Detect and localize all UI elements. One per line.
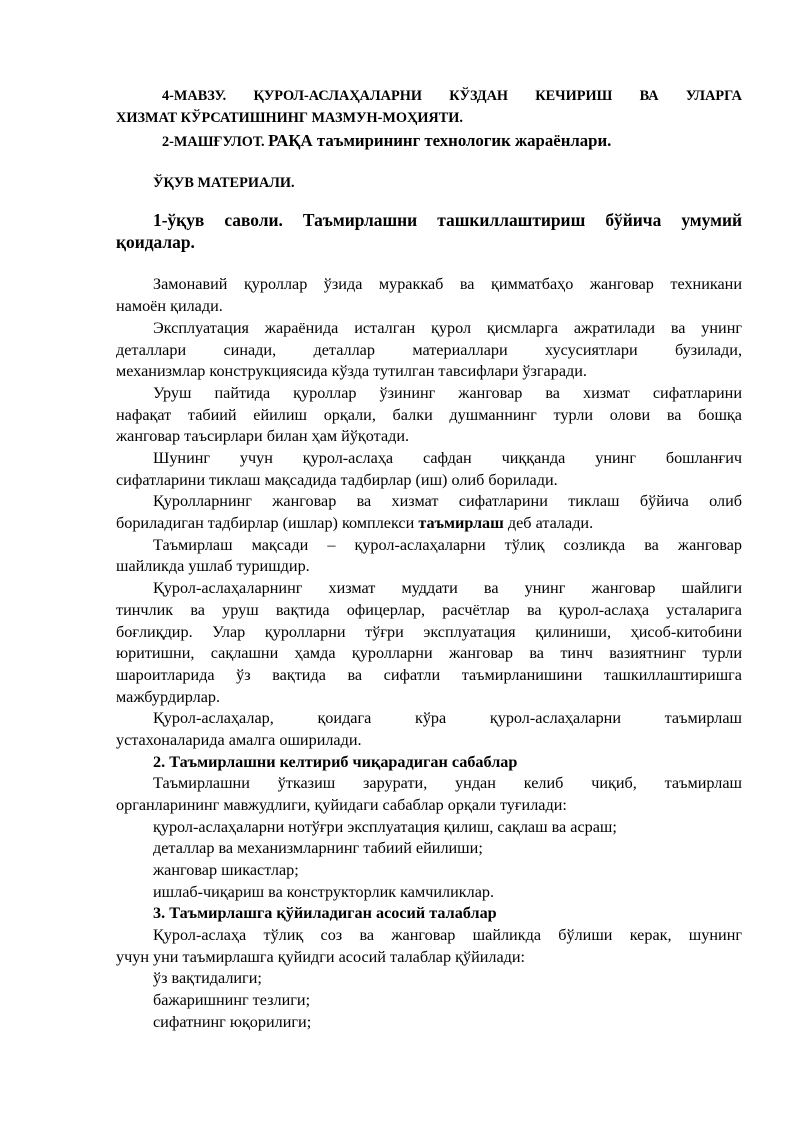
paragraph-line: Таъмирлашни ўтказиш зарурати, ундан келиб чиқиб, таъмирлаш bbox=[153, 774, 742, 792]
topic-title-line2: ХИЗМАТ КЎРСАТИШНИНГ МАЗМУН-МОҲИЯТИ. bbox=[116, 110, 463, 126]
list-item: деталлар ва механизмларнинг табиий ейилиши; bbox=[153, 839, 483, 857]
list-item: ўз вақтидалиги; bbox=[153, 969, 262, 987]
paragraph-line: Уруш пайтида қуроллар ўзининг жанговар ва хизмат сифатларини bbox=[153, 384, 742, 402]
paragraph-line: сифатларини тиклаш мақсадида тадбирлар (иш) олиб борилади. bbox=[116, 471, 558, 489]
paragraph-line: деталлари синади, деталлар материаллари хусусиятлари бузилади, bbox=[116, 341, 742, 359]
paragraph-line: Қурол-аслаҳаларнинг хизмат муддати ва унинг жанговар шайлиги bbox=[153, 579, 742, 597]
paragraph-line: органларининг мавжудлиги, қуйидаги сабаблар орқали туғилади: bbox=[116, 796, 567, 814]
paragraph-line: мажбурдирлар. bbox=[116, 688, 221, 706]
question1-line1: 1-ўқув саволи. Таъмирлашни ташкиллаштириш бўйича умумий bbox=[153, 210, 742, 230]
question1-line2: қоидалар. bbox=[116, 232, 195, 252]
material-heading: ЎҚУВ МАТЕРИАЛИ. bbox=[153, 175, 295, 191]
paragraph-line bbox=[116, 513, 742, 535]
term-repair: таъмирлаш bbox=[418, 514, 504, 532]
paragraph-text: деб аталади. bbox=[503, 514, 594, 532]
paragraph-line: Замонавий қуроллар ўзида мураккаб ва қимматбаҳо жанговар техникани bbox=[153, 275, 742, 293]
section3-heading: 3. Таъмирлашга қўйиладиган асосий талаблар bbox=[153, 904, 497, 922]
paragraph-line: Таъмирлаш мақсади – қурол-аслаҳаларни тўлиқ созликда ва жанговар bbox=[153, 536, 742, 554]
paragraph-line: Қурол-аслаҳалар, қоидага кўра қурол-аслаҳаларни таъмирлаш bbox=[153, 709, 742, 727]
paragraph-line: жанговар таъсирлари билан ҳам йўқотади. bbox=[116, 427, 410, 445]
paragraph-line: нафақат табиий ейилиш орқали, балки душманнинг турли олови ва бошқа bbox=[116, 406, 742, 424]
lesson-title bbox=[162, 130, 788, 154]
paragraph-line: учун уни таъмирлашга қуйидги асосий талаблар қўйилади: bbox=[116, 948, 526, 966]
lesson-name: РАҚА таъмирининг технологик жараёнлари. bbox=[268, 131, 612, 150]
paragraph-line: механизмлар конструкциясида кўзда тутилган тавсифлари ўзгаради. bbox=[116, 362, 587, 380]
paragraph-line: Қуролларнинг жанговар ва хизмат сифатларини тиклаш бўйича олиб bbox=[153, 492, 742, 510]
paragraph-line: юритишни, сақлашни ҳамда қуролларни жанговар ва тинч вазиятнинг турли bbox=[116, 644, 742, 662]
paragraph-line: устахоналарида амалга оширилади. bbox=[116, 731, 362, 749]
list-item: бажаришнинг тезлиги; bbox=[153, 991, 311, 1009]
paragraph-line: тинчлик ва уруш вақтида офицерлар, расчётлар ва қурол-аслаҳа усталарига bbox=[116, 601, 742, 619]
paragraph-line: боғлиқдир. Улар қуролларни тўғри эксплуатация қилиниши, ҳисоб-китобини bbox=[116, 623, 742, 641]
paragraph-line: шайликда ушлаб туришдир. bbox=[116, 557, 310, 575]
list-item: сифатнинг юқорилиги; bbox=[153, 1013, 312, 1031]
topic-title-line1: 4-МАВЗУ. ҚУРОЛ-АСЛАҲАЛАРНИ КЎЗДАН КЕЧИРИШ ВА УЛАРГА bbox=[162, 88, 742, 104]
paragraph-line: шароитларида ўз вақтида ва сифатли таъмирланишини ташкиллаштиришга bbox=[116, 666, 742, 684]
paragraph-line: намоён қилади. bbox=[116, 297, 223, 315]
paragraph-line: Шунинг учун қурол-аслаҳа сафдан чиққанда унинг бошланғич bbox=[153, 449, 742, 467]
list-item: ишлаб-чиқариш ва конструкторлик камчиликлар. bbox=[153, 883, 495, 901]
paragraph-line: Қурол-аслаҳа тўлиқ соз ва жанговар шайликда бўлиши керак, шунинг bbox=[153, 926, 742, 944]
list-item: жанговар шикастлар; bbox=[153, 861, 299, 879]
lesson-label: 2-МАШҒУЛОТ. bbox=[162, 134, 269, 150]
section2-heading: 2. Таъмирлашни келтириб чиқарадиган сабаблар bbox=[153, 753, 518, 771]
list-item: қурол-аслаҳаларни нотўғри эксплуатация қилиш, сақлаш ва асраш; bbox=[153, 818, 617, 836]
paragraph-line: Эксплуатация жараёнида исталган қурол қисмларга ажратилади ва унинг bbox=[153, 319, 742, 337]
paragraph-text: бориладиган тадбирлар (ишлар) комплекси bbox=[116, 514, 419, 532]
